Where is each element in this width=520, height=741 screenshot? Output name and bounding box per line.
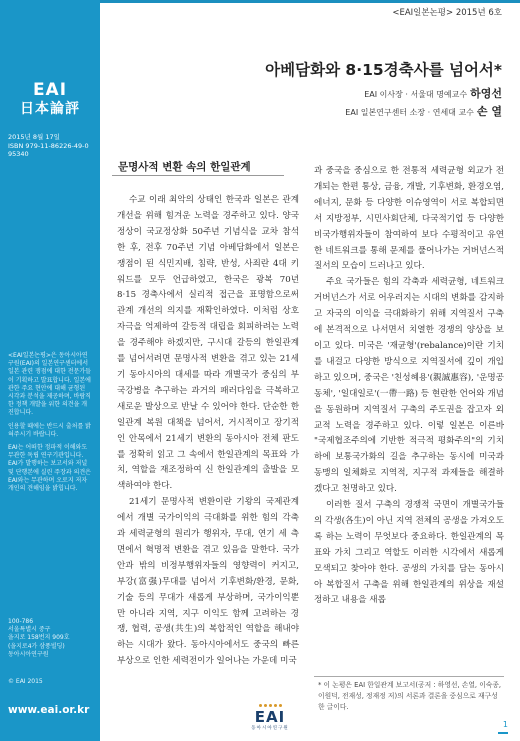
- address-line: 을지로 158번지 909호: [8, 634, 70, 642]
- sidebar-intro-paragraph: <EAI일본논평>은 동아시아연구원(EAI)의 일본연구센터에서 일본 관련 쟁점에 대한 전문가들이 기획하고 발표합니다. 일본에 관한 주요 현안에 대해 균형된 시각과 분석을 제공하며, 바람직한 정책 개발을 위한 의견을 개진합니다.: [8, 352, 91, 417]
- website-link[interactable]: www.eai.or.kr: [8, 704, 90, 716]
- publication-date: 2015년 8월 17일: [8, 133, 60, 141]
- author-2-affiliation: EAI 일본연구센터 소장 · 연세대 교수: [345, 108, 474, 117]
- footer-logo-subtext: 동아시아연구원: [251, 726, 289, 731]
- footnote: * 이 논평은 EAI 한일관계 보고서(공저 : 하영선, 손열, 이숙종, 이원덕, 전재성, 정재정 저)의 서론과 결론을 중심으로 재구성한 글이다.: [318, 681, 502, 711]
- isbn: ISBN 979-11-86226-49-0: [8, 141, 89, 150]
- eai-logo-text: EAI: [32, 80, 68, 100]
- page-number: 1: [502, 720, 508, 729]
- nihon-ronpyo-logo-text: 日本論評: [20, 101, 80, 117]
- sidebar-intro: [8, 352, 92, 498]
- body-paragraph: 과 중국을 중심으로 한 전통적 세력균형 외교가 전개되는 한편 통상, 금융, 개발, 기후변화, 환경오염, 에너지, 문화 등 다양한 이슈영역이 서로 복합되면서 지방정부, 시민사회단체, 다국적기업 등 다양한 비국가행위자들이 참여하여 보다 수평적이고 유연한 네트워크를 통해 문제를 풀어나가는 거버넌스적 질서의 모습이 드러나고 있다.: [314, 166, 504, 272]
- sidebar-address: [8, 618, 92, 659]
- series-label: <EAI일본논평> 2015년 6호: [392, 8, 502, 18]
- address-line: 서울특별시 중구: [8, 626, 51, 634]
- author-2-name: 손 열: [476, 105, 502, 118]
- logo-dots-icon: [240, 704, 300, 707]
- eai-footer-logo: [240, 704, 300, 731]
- section-title: 문명사적 변환 속의 한일관계: [118, 161, 251, 173]
- address-line: 동아시아연구원: [8, 650, 49, 658]
- footer-logo-text: EAI: [254, 708, 286, 726]
- address-line: (을지로4가 삼풍빌딩): [8, 642, 65, 650]
- author-1-name: 하영선: [470, 87, 502, 100]
- author-2: [345, 103, 502, 119]
- isbn-suffix: 95340: [8, 150, 29, 159]
- right-column: [314, 164, 504, 624]
- sidebar-copyright: © EAI 2015: [8, 678, 43, 685]
- left-column: [117, 193, 299, 726]
- body-paragraph: 이러한 질서 구축의 경쟁적 국면이 개별국가들의 각생(各生)이 아닌 지역 전체의 공생을 가져오도록 하는 노력이 무엇보다 중요하다. 한일관계의 목표와 가치 그리고 역할도 이러한 시각에서 새롭게 모색되고 찾아야 한다. 공생의 가치를 담는 동아시아 복합질서 구축을 위해 한일관계의 위상을 재설정하고 내용을 새롭: [314, 500, 504, 606]
- sidebar: [0, 0, 100, 741]
- body-paragraph: 수교 이래 최악의 상태인 한국과 일본은 관계 개선을 위해 힘겨운 노력을 경주하고 있다. 양국 정상이 국교정상화 50주년 기념식을 교차 참석한 후, 전후 70주년 기념 아베담화에서 일본은 쟁점이 된 식민지배, 침략, 반성, 사죄란 4대 키워드를 모두 언급하였고, 한국은 광복 70년 8·15 경축사에서 실리적 접근을 표명함으로써 관계 개선의 의지를 재확인하였다. 이처럼 상호 자극을 억제하여 갈등적 대립을 회피하려는 노력을 경주해야 하겠지만, 구시대 갈등의 한일관계를 넘어서려면 문명사적 변환을 겪고 있는 21세기 동아시아의 대세를 따라 개별국가 중심의 부국강병을 추구하는 과거의 패러다임을 극복하고 새로운 발상으로 반날 수 있어야 한다. 단순한 한일관계 복원 대책을 넘어서, 거시적이고 장기적인 안목에서 21세기 변환의 동아시아 전체 판도를 정확히 읽고 그 속에서 한일관계의 목표와 가치, 역할을 재조정하여 신 한일관계의 출발을 모색하여야 한다.: [117, 195, 299, 492]
- publication-meta: [8, 133, 89, 159]
- footnote-divider: [314, 676, 504, 677]
- address-line: 100-786: [8, 618, 34, 625]
- page-number-bar: [498, 732, 508, 734]
- body-paragraph: 주요 국가들은 힘의 각축과 세력균형, 네트워크 거버넌스가 서로 어우러지는 시대의 변화를 감지하고 자국의 이익을 극대화하기 위해 지역질서 구축에 본격적으로 나서면서 치열한 경쟁의 양상을 보이고 있다. 미국은 '재균형'(rebalance)이란 기치를 내걸고 다양한 방식으로 지역질서에 깊이 개입하고 있으며, 중국은 '친성혜용'(親誠惠容), '운명공동체', '일대일로'(一帶一路) 등 현란한 언어와 개념을 동원하며 지역질서 구축의 주도권을 잡고자 외교적 노력을 경주하고 있다. 이렇 일본은 이른바 "국제협조주의에 기반한 적극적 평화주의"의 기치 하에 보통국가화의 길을 추구하는 동시에 미국과 동맹의 일체화로 지역적, 지구적 과제들을 해결하겠다고 천명하고 있다.: [314, 277, 504, 495]
- author-1: [364, 85, 502, 101]
- sidebar-citation-note: 인용할 때에는 반드시 출처를 밝혀주시기 바랍니다.: [8, 422, 91, 438]
- sidebar-disclaimer: EAI는 어떠한 정파적 이해와도 무관한 독립 연구기관입니다. EAI가 발행하는 보고서와 저널 및 단행본에 실린 주장과 의견은 EAI와는 무관하며 오로지 저자 개인의 견해임을 밝힙니다.: [8, 444, 91, 493]
- author-1-affiliation: EAI 이사장 · 서울대 명예교수: [364, 90, 468, 99]
- section-divider: [112, 175, 284, 176]
- body-paragraph: 21세기 문명사적 변환이란 기왕의 국제관계에서 개별 국가이익의 극대화를 위한 힘의 각축과 세력균형의 원리가 행위자, 무대, 연기 세 측면에서 혁명적 변환을 겪고 있음을 말한다. 국가 안과 밖의 비정부행위자들의 영향력이 커지고, 부강(富强)무대를 넘어서 기후변화/환경, 문화, 기술 등의 무대가 새롭게 부상하며, 국가이익뿐만 아니라 지역, 지구 이익도 함께 고려하는 경쟁, 협력, 공생(共生)의 복합적인 역할을 해내야 하는 시대가 왔다. 동아시아에서도 중국의 빠른 부상으로 인한 세력전이가 일어나는 가운데 미국: [117, 497, 299, 667]
- article-title: 아베담화와 8·15경축사를 넘어서*: [265, 61, 502, 79]
